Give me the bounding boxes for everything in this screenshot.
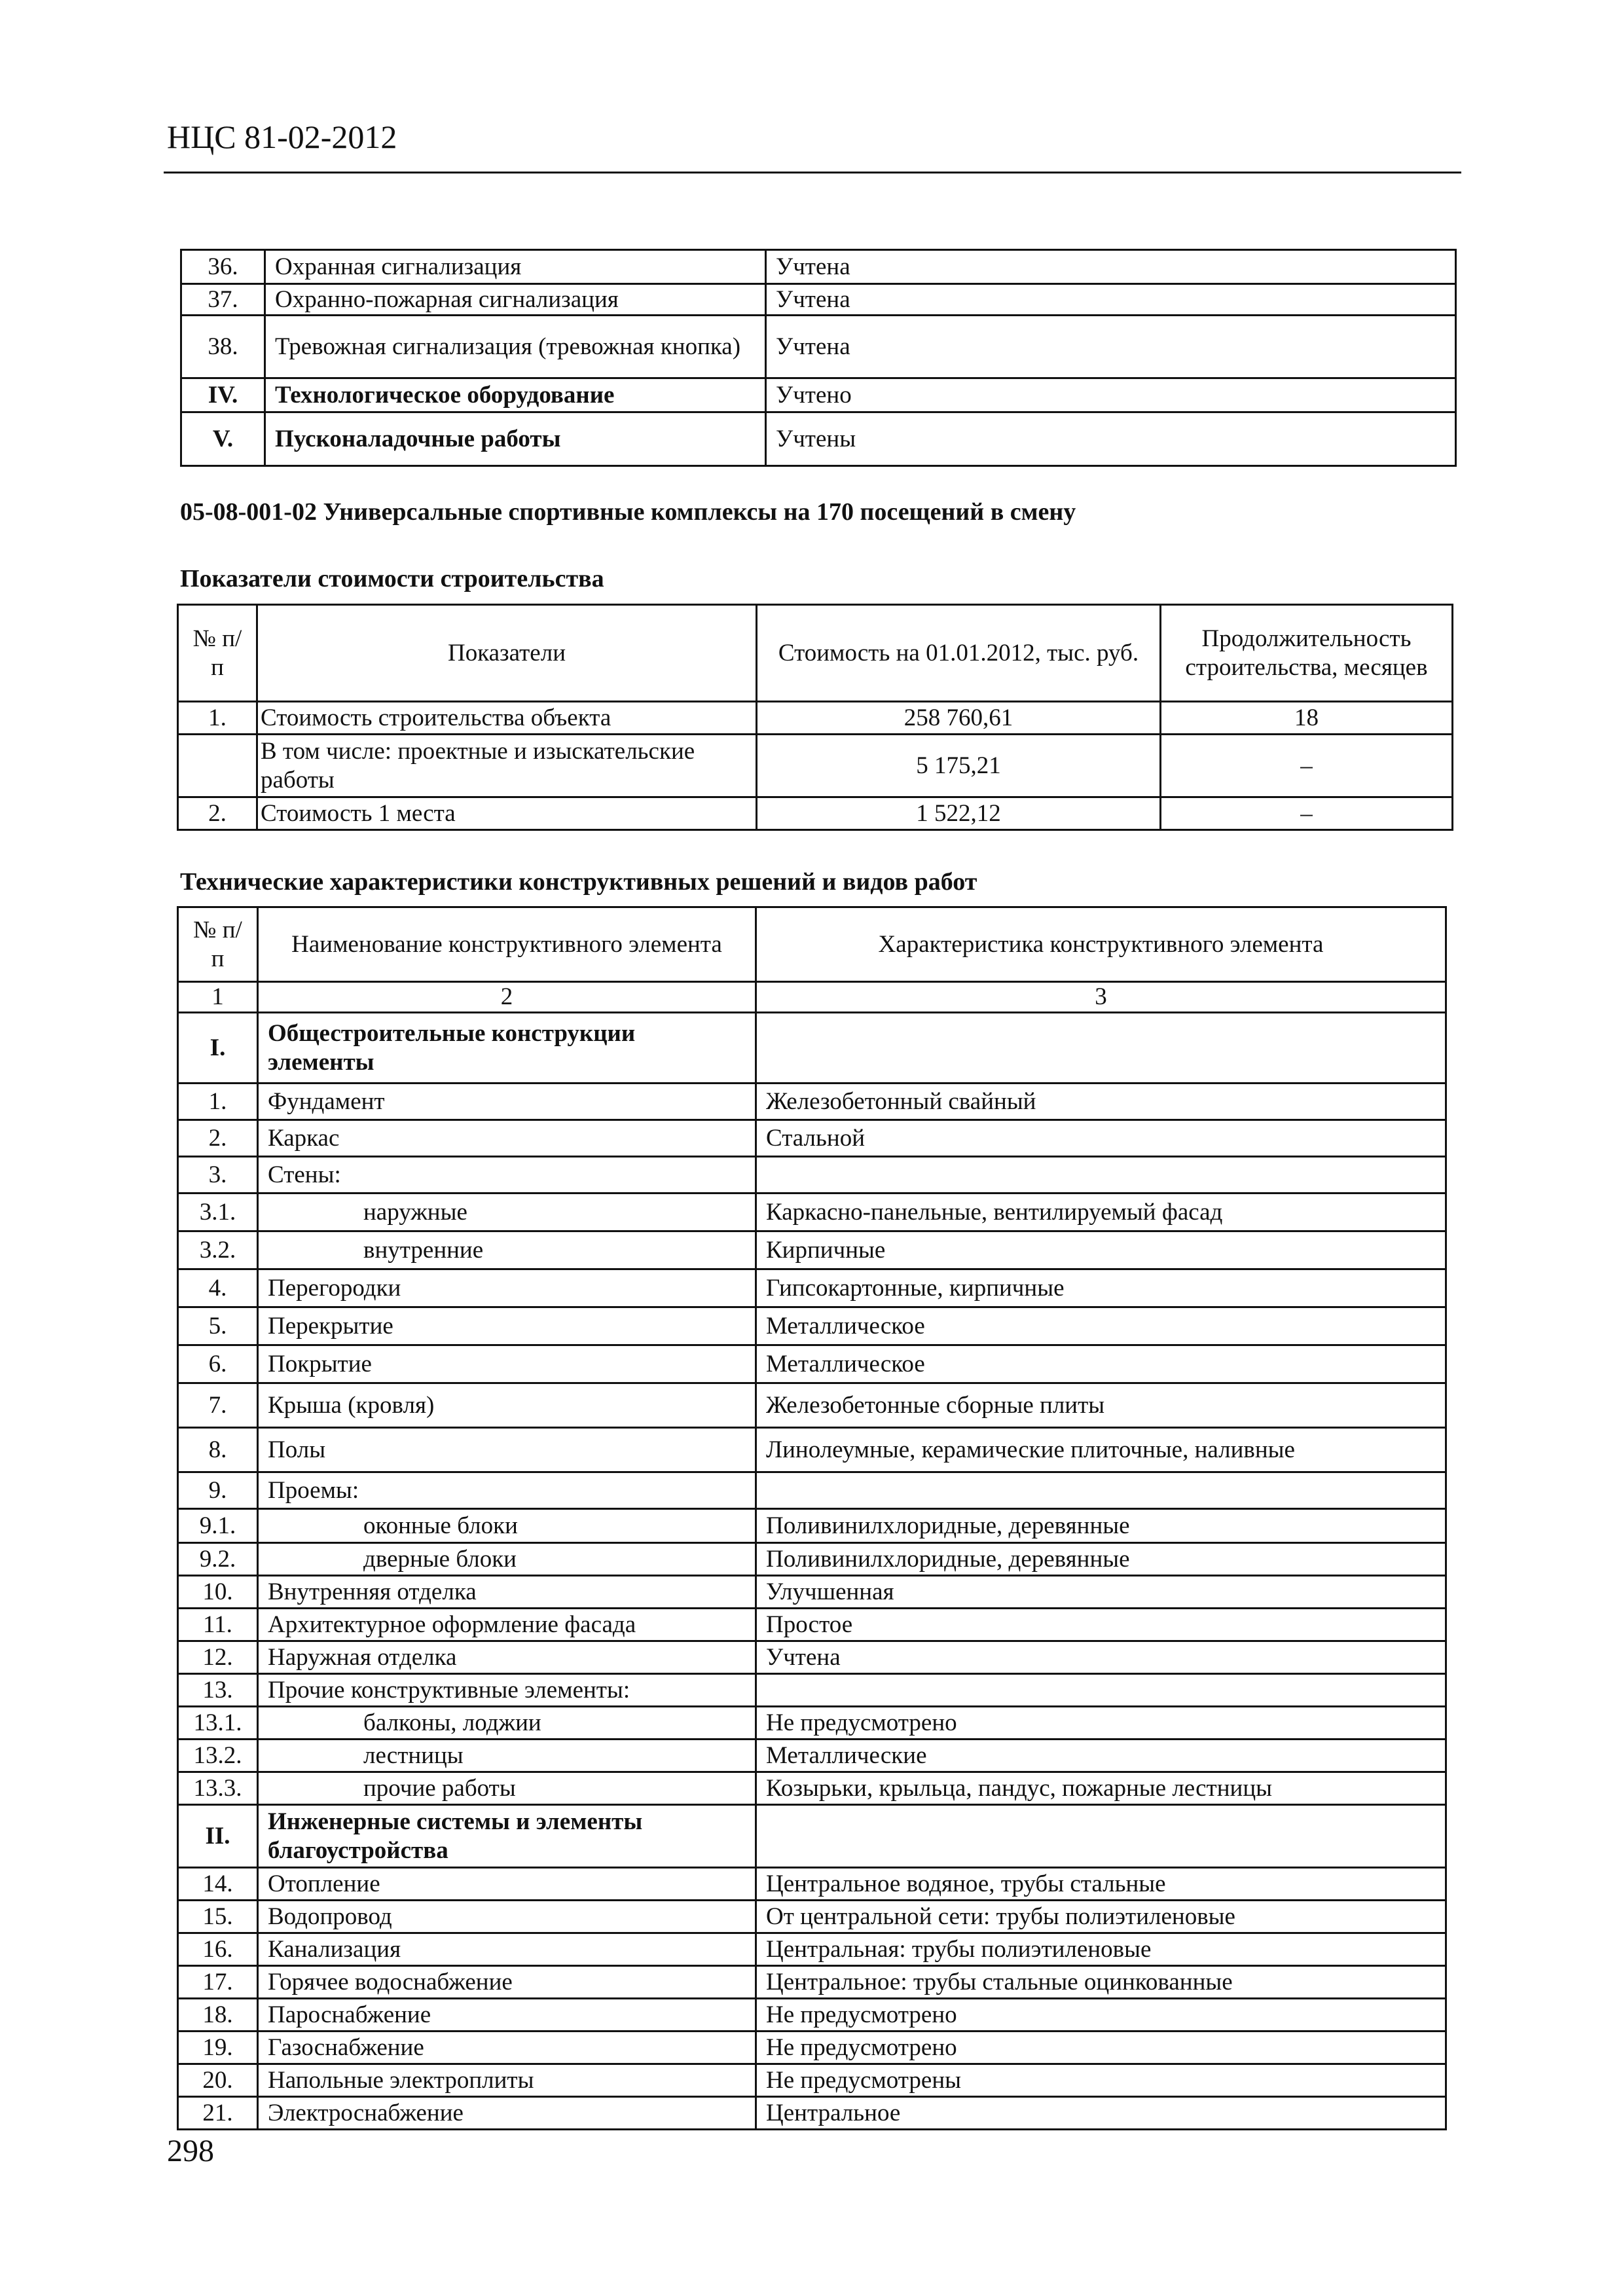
element-characteristic: Центральное водяное, трубы стальные <box>756 1868 1446 1901</box>
element-characteristic: Не предусмотрено <box>756 2032 1446 2064</box>
cost-value: 1 522,12 <box>757 797 1161 830</box>
row-number: 9.2. <box>178 1543 258 1576</box>
row-number: 8. <box>178 1428 258 1472</box>
table-row <box>178 1231 1446 1269</box>
table-row <box>178 1707 1446 1740</box>
table-row <box>181 250 1456 284</box>
element-characteristic: Гипсокартонные, кирпичные <box>756 1269 1446 1307</box>
element-name: балконы, лоджии <box>258 1707 756 1740</box>
row-number: V. <box>181 412 265 466</box>
column-number: 3 <box>756 982 1446 1013</box>
table-row <box>178 1901 1446 1933</box>
cost-table-title: Показатели стоимости строительства <box>180 565 604 592</box>
table-row <box>178 1472 1446 1509</box>
row-number: 16. <box>178 1933 258 1966</box>
element-name: Канализация <box>258 1933 756 1966</box>
table-row <box>178 1609 1446 1641</box>
row-number: 9.1. <box>178 1509 258 1543</box>
table-row <box>178 1428 1446 1472</box>
row-number: 10. <box>178 1576 258 1609</box>
duration-value: 18 <box>1161 702 1453 735</box>
element-name: лестницы <box>258 1740 756 1772</box>
document-code: НЦС 81-02-2012 <box>167 118 397 155</box>
table-row <box>178 1269 1446 1307</box>
element-status: Учтена <box>766 250 1456 284</box>
element-name: Наружная отделка <box>258 1641 756 1674</box>
element-name: Напольные электроплиты <box>258 2064 756 2097</box>
element-name: Стены: <box>258 1157 756 1194</box>
element-name: внутренние <box>258 1231 756 1269</box>
table-row <box>178 1966 1446 1999</box>
table-row <box>178 1509 1446 1543</box>
element-name: Прочие конструктивные элементы: <box>258 1674 756 1707</box>
element-name: Каркас <box>258 1120 756 1157</box>
element-status: Учтены <box>766 412 1456 466</box>
element-characteristic: Металлическое <box>756 1345 1446 1383</box>
row-number: 13.3. <box>178 1772 258 1805</box>
element-characteristic: Центральное <box>756 2097 1446 2130</box>
table-row <box>178 702 1453 735</box>
element-name: наружные <box>258 1194 756 1231</box>
table-row <box>178 1772 1446 1805</box>
element-name: Охранная сигнализация <box>265 250 766 284</box>
table-row <box>181 412 1456 466</box>
table-row <box>178 1868 1446 1901</box>
table-row <box>178 1084 1446 1120</box>
column-number: 2 <box>258 982 756 1013</box>
column-header: Продолжительность строительства, месяцев <box>1161 605 1453 702</box>
table-header-row <box>178 605 1453 702</box>
table-row <box>178 1674 1446 1707</box>
row-number: 11. <box>178 1609 258 1641</box>
section-row <box>178 1805 1446 1868</box>
column-header: Стоимость на 01.01.2012, тыс. руб. <box>757 605 1161 702</box>
row-number: 2. <box>178 1120 258 1157</box>
column-number-row <box>178 982 1446 1013</box>
element-characteristic: Стальной <box>756 1120 1446 1157</box>
header-rule <box>164 172 1461 173</box>
element-name: Фундамент <box>258 1084 756 1120</box>
row-number: 37. <box>181 284 265 316</box>
row-number: I. <box>178 1013 258 1084</box>
row-number: 2. <box>178 797 257 830</box>
table-row <box>181 316 1456 378</box>
element-characteristic: Металлические <box>756 1740 1446 1772</box>
table-header-row <box>178 907 1446 982</box>
element-characteristic: От центральной сети: трубы полиэтиленовые <box>756 1901 1446 1933</box>
table-row <box>178 1933 1446 1966</box>
element-characteristic: Кирпичные <box>756 1231 1446 1269</box>
table-row <box>178 1157 1446 1194</box>
element-name: Перекрытие <box>258 1307 756 1345</box>
element-characteristic: Каркасно-панельные, вентилируемый фасад <box>756 1194 1446 1231</box>
element-name: Пусконаладочные работы <box>265 412 766 466</box>
indicator-name: Стоимость 1 места <box>257 797 757 830</box>
row-number: 7. <box>178 1383 258 1428</box>
element-name: Архитектурное оформление фасада <box>258 1609 756 1641</box>
element-status: Учтена <box>766 316 1456 378</box>
column-number: 1 <box>178 982 258 1013</box>
row-number: 19. <box>178 2032 258 2064</box>
column-header: Показатели <box>257 605 757 702</box>
row-number: 38. <box>181 316 265 378</box>
element-name: Отопление <box>258 1868 756 1901</box>
element-characteristic: Простое <box>756 1609 1446 1641</box>
row-number: 3.2. <box>178 1231 258 1269</box>
element-characteristic: Железобетонный свайный <box>756 1084 1446 1120</box>
element-characteristic: Поливинилхлоридные, деревянные <box>756 1543 1446 1576</box>
table-row <box>178 2097 1446 2130</box>
table-row <box>178 1576 1446 1609</box>
row-number: II. <box>178 1805 258 1868</box>
element-characteristic <box>756 1674 1446 1707</box>
element-name: Покрытие <box>258 1345 756 1383</box>
row-number: IV. <box>181 378 265 412</box>
section-title: 05-08-001-02 Универсальные спортивные комплексы на 170 посещений в смену <box>180 498 1076 526</box>
row-number: 9. <box>178 1472 258 1509</box>
element-name: Внутренняя отделка <box>258 1576 756 1609</box>
table-row <box>178 1383 1446 1428</box>
column-header: Характеристика конструктивного элемента <box>756 907 1446 982</box>
row-number: 3. <box>178 1157 258 1194</box>
cost-value: 258 760,61 <box>757 702 1161 735</box>
table-row <box>178 797 1453 830</box>
row-number: 4. <box>178 1269 258 1307</box>
row-number <box>178 735 257 797</box>
row-number: 36. <box>181 250 265 284</box>
element-characteristic <box>756 1013 1446 1084</box>
table-row <box>178 1543 1446 1576</box>
element-status: Учтена <box>766 284 1456 316</box>
row-number: 14. <box>178 1868 258 1901</box>
element-characteristic: Центральная: трубы полиэтиленовые <box>756 1933 1446 1966</box>
element-characteristic: Не предусмотрено <box>756 1999 1446 2032</box>
table-row <box>178 2064 1446 2097</box>
element-characteristic <box>756 1157 1446 1194</box>
element-characteristic: Поливинилхлоридные, деревянные <box>756 1509 1446 1543</box>
element-name: Проемы: <box>258 1472 756 1509</box>
row-number: 12. <box>178 1641 258 1674</box>
row-number: 6. <box>178 1345 258 1383</box>
element-name: Газоснабжение <box>258 2032 756 2064</box>
element-name: Тревожная сигнализация (тревожная кнопка) <box>265 316 766 378</box>
tech-table <box>177 906 1447 2130</box>
element-characteristic: Не предусмотрено <box>756 1707 1446 1740</box>
row-number: 21. <box>178 2097 258 2130</box>
tech-table-title: Технические характеристики конструктивных решений и видов работ <box>180 868 977 896</box>
element-name: Полы <box>258 1428 756 1472</box>
row-number: 13. <box>178 1674 258 1707</box>
element-name: Охранно-пожарная сигнализация <box>265 284 766 316</box>
element-name: Горячее водоснабжение <box>258 1966 756 1999</box>
row-number: 3.1. <box>178 1194 258 1231</box>
element-status: Учтено <box>766 378 1456 412</box>
table-row <box>178 1120 1446 1157</box>
duration-value: – <box>1161 797 1453 830</box>
table-row <box>181 284 1456 316</box>
element-name: прочие работы <box>258 1772 756 1805</box>
element-name: Пароснабжение <box>258 1999 756 2032</box>
element-name: оконные блоки <box>258 1509 756 1543</box>
column-header: № п/п <box>178 907 258 982</box>
section-row <box>178 1013 1446 1084</box>
column-header: № п/п <box>178 605 257 702</box>
row-number: 17. <box>178 1966 258 1999</box>
element-name: Инженерные системы и элементы благоустройства <box>258 1805 756 1868</box>
element-characteristic: Центральное: трубы стальные оцинкованные <box>756 1966 1446 1999</box>
table-row <box>178 1740 1446 1772</box>
element-name: Перегородки <box>258 1269 756 1307</box>
table-row <box>178 1194 1446 1231</box>
element-characteristic: Не предусмотрены <box>756 2064 1446 2097</box>
element-characteristic: Линолеумные, керамические плиточные, наливные <box>756 1428 1446 1472</box>
column-header: Наименование конструктивного элемента <box>258 907 756 982</box>
table-row <box>178 1307 1446 1345</box>
element-characteristic: Железобетонные сборные плиты <box>756 1383 1446 1428</box>
continuation-table <box>180 249 1457 467</box>
element-characteristic: Учтена <box>756 1641 1446 1674</box>
element-characteristic <box>756 1472 1446 1509</box>
table-row <box>181 378 1456 412</box>
row-number: 13.1. <box>178 1707 258 1740</box>
element-characteristic: Козырьки, крыльца, пандус, пожарные лестницы <box>756 1772 1446 1805</box>
row-number: 18. <box>178 1999 258 2032</box>
row-number: 5. <box>178 1307 258 1345</box>
element-name: Водопровод <box>258 1901 756 1933</box>
table-row <box>178 1999 1446 2032</box>
table-row <box>178 1345 1446 1383</box>
element-name: Общестроительные конструкции элементы <box>258 1013 756 1084</box>
element-name: Крыша (кровля) <box>258 1383 756 1428</box>
table-row <box>178 1641 1446 1674</box>
table-row <box>178 2032 1446 2064</box>
row-number: 20. <box>178 2064 258 2097</box>
duration-value: – <box>1161 735 1453 797</box>
element-name: Электроснабжение <box>258 2097 756 2130</box>
cost-table <box>177 604 1453 831</box>
element-characteristic <box>756 1805 1446 1868</box>
indicator-name: В том числе: проектные и изыскательские работы <box>257 735 757 797</box>
row-number: 1. <box>178 1084 258 1120</box>
cost-value: 5 175,21 <box>757 735 1161 797</box>
row-number: 15. <box>178 1901 258 1933</box>
element-name: дверные блоки <box>258 1543 756 1576</box>
element-characteristic: Металлическое <box>756 1307 1446 1345</box>
element-name: Технологическое оборудование <box>265 378 766 412</box>
indicator-name: Стоимость строительства объекта <box>257 702 757 735</box>
page-number: 298 <box>167 2134 214 2168</box>
row-number: 13.2. <box>178 1740 258 1772</box>
element-characteristic: Улучшенная <box>756 1576 1446 1609</box>
row-number: 1. <box>178 702 257 735</box>
table-row <box>178 735 1453 797</box>
